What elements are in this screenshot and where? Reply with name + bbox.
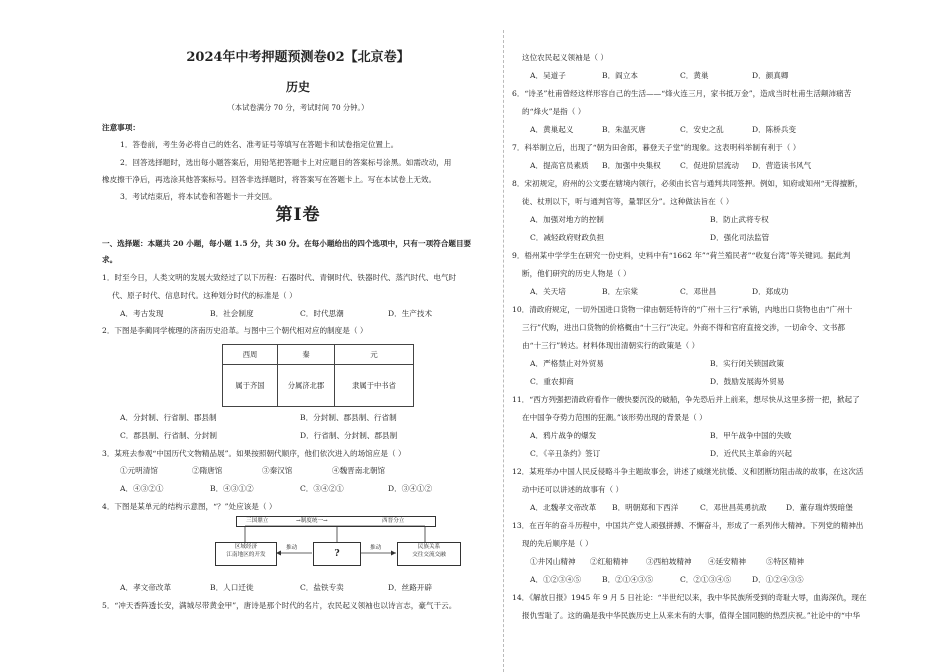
question-11-stem-cont: 在中国争夺势力范围的狂潮。”该形势出现的背景是（ ）	[522, 413, 707, 422]
hall-item: ③秦汉馆	[262, 466, 293, 475]
option-c: C．安史之乱	[680, 125, 724, 134]
option-a: A．①②③④⑤	[530, 575, 582, 584]
option-b: B．④③①②	[210, 484, 254, 493]
question-10-options-row2	[530, 374, 900, 388]
question-10-options-row1	[530, 356, 900, 370]
option-b: B．阎立本	[602, 71, 638, 80]
question-9-options	[530, 284, 900, 298]
option-d: D．生产技术	[388, 309, 433, 318]
question-5-stem-cont: 这位农民起义领袖是（ ）	[522, 53, 608, 62]
option-a: A．④③②①	[120, 484, 164, 493]
question-5-stem: 5．“冲天香阵透长安，满城尽带黄金甲”，唐诗是那个时代的名片，农民起义领袖也以诗言志，豪气干云。	[102, 601, 457, 610]
diagram-top-label: 三国鼎立	[246, 518, 269, 524]
question-4-options	[120, 580, 490, 594]
question-13-stem: 13．在百年的奋斗历程中，中国共产党人顽强拼搏、不懈奋斗，形成了一系列伟大精神。下列党的精神出	[512, 521, 864, 530]
spirit-item: ②红船精神	[590, 557, 628, 566]
diagram-right-box	[397, 542, 461, 566]
option-c: C．邓世昌英勇抗敌	[700, 503, 767, 512]
option-b: B．加强中央集权	[602, 161, 661, 170]
note-item: 橡皮擦干净后，再选涂其他答案标号。回答非选择题时，将答案写在答题卡上。写在本试卷上无效。	[102, 175, 437, 184]
question-6-stem-cont: 的“烽火”是指（ ）	[522, 107, 586, 116]
spirit-item: ①井冈山精神	[530, 557, 576, 566]
question-6-stem: 6．“诗圣”杜甫曾经这样形容自己的生活——“烽火连三月，家书抵万金”，造成当时杜甫生活颠沛痛苦	[512, 89, 852, 98]
option-d: D．董存瑞炸毁暗堡	[786, 503, 853, 512]
option-c: C．减轻政府财政负担	[530, 233, 605, 242]
spirit-item: ⑤特区精神	[766, 557, 804, 566]
question-2-options-row2	[120, 428, 490, 442]
question-4-stem: 4．下图是某单元的结构示意图，“？”处应该是（ ）	[102, 502, 277, 511]
option-b: B．分封制、郡县制、行省制	[300, 413, 397, 422]
option-a: A．黄巢起义	[530, 125, 574, 134]
option-b: B．人口迁徙	[210, 583, 254, 592]
option-d: D．陈桥兵变	[752, 125, 797, 134]
question-13-items	[530, 554, 900, 568]
option-a: A．严格禁止对外贸易	[530, 359, 604, 368]
diagram-left-arrow-label: 推动	[286, 545, 298, 551]
question-2-stem: 2．下图是李蔺同学梳理的济南历史沿革。与图中三个朝代相对应的制度是（ ）	[102, 326, 368, 335]
question-5-options	[530, 68, 900, 82]
option-b: B．甲午战争中国的失败	[710, 431, 792, 440]
note-item: 2．回答选择题时，选出每小题答案后，用铅笔把答题卡上对应题目的答案标号涂黑。如需改动，用	[120, 158, 452, 167]
question-1-stem-cont: 代、原子时代、信息时代。这种划分时代的标准是（ ）	[112, 291, 297, 300]
table-header: 秦	[278, 345, 335, 365]
option-d: D．③④①②	[388, 484, 433, 493]
question-7-stem: 7．科举制立后，出现了“朝为田舍郎，暮登天子堂”的现象。这表明科举制有利于（ ）	[512, 143, 801, 152]
question-8-stem-cont: 徒、杖刑以下，听与通判官等，量罪区分”。这种做法旨在（ ）	[522, 197, 734, 206]
spirit-item: ③西柏坡精神	[646, 557, 692, 566]
hall-item: ①元明清馆	[120, 466, 158, 475]
question-10-stem-cont: 由“十三行”转达。材料体现出清朝实行的政策是（ ）	[522, 341, 700, 350]
question-13-options	[530, 572, 900, 586]
option-a: A．分封制、行省制、郡县制	[120, 413, 217, 422]
diagram-left-text: 区域经济 江南地区的开发	[226, 544, 266, 558]
section-instruction: 一、选择题：本题共 20 小题，每小题 1.5 分，共 30 分。在每小题给出的四个选项中，只有一项符合题目要	[102, 239, 472, 248]
option-d: D．营造读书风气	[752, 161, 812, 170]
option-c: C．促进阶层流动	[680, 161, 739, 170]
diagram-right-text: 民族关系 交往交流交融	[412, 544, 446, 558]
spirit-item: ④延安精神	[708, 557, 746, 566]
subject-title: 历史	[285, 80, 310, 94]
question-1-stem: 1．时至今日，人类文明的发展大致经过了以下历程：石器时代、青铜时代、铁器时代、蒸汽时代、电气时	[102, 273, 457, 282]
hall-item: ②隋唐馆	[192, 466, 223, 475]
option-b: B．左宗棠	[602, 287, 638, 296]
option-b: B．防止武将专权	[710, 215, 769, 224]
option-a: A．孝文帝改革	[120, 583, 172, 592]
table-cell: 分属济北郡	[278, 365, 335, 407]
table-header: 元	[335, 345, 414, 365]
question-8-stem: 8．宋初规定，府州的公文要在辖境内领行，必须由长官与通判共同签押。例如，知府或知州“无得擅断，	[512, 179, 863, 188]
question-11-stem: 11．“西方列强把清政府看作一艘快要沉没的破船，争先恐后并上前来，想尽快从这里多捞一把，掀起了	[512, 395, 860, 404]
option-d: D．①②④③⑤	[752, 575, 804, 584]
option-a: A．加强对地方的控制	[530, 215, 604, 224]
note-item: 3．考试结束后，将本试卷和答题卡一并交回。	[120, 192, 277, 201]
option-b: B．②①④③⑤	[602, 575, 654, 584]
option-c: C．②①③④⑤	[680, 575, 732, 584]
question-6-options	[530, 122, 900, 136]
option-c: C．重农抑商	[530, 377, 574, 386]
history-table	[222, 344, 414, 407]
question-10-stem: 10．清政府规定，一切外国进口货物一律由朝廷特许的“广州十三行”承销，内地出口货物也由“广州十	[512, 305, 853, 314]
question-12-stem: 12．某班举办中国人民反侵略斗争主题故事会，讲述了威继光抗倭、义和团断坊阻击战的故事，在这次活	[512, 467, 864, 476]
diagram-left-box	[215, 542, 277, 566]
question-13-stem-cont: 现的先后顺序是（ ）	[522, 539, 593, 548]
option-d: D．丝路开辟	[388, 583, 433, 592]
option-c: C．《辛丑条约》签订	[530, 449, 601, 458]
option-c: C．郡县制、行省制、分封制	[120, 431, 217, 440]
question-3-stem: 3．某班去参观“中国历代文物精品展”。如果按照朝代顺序，他们依次进入的场馆应是（ ）	[102, 449, 406, 458]
option-b: B．社会制度	[210, 309, 254, 318]
question-3-items	[120, 463, 490, 477]
question-12-stem-cont: 动中还可以讲述的故事有（ ）	[522, 485, 624, 494]
table-header: 西周	[223, 345, 278, 365]
option-d: D．鼓励发展海外贸易	[710, 377, 785, 386]
option-c: C．盐铁专卖	[300, 583, 344, 592]
question-9-stem: 9．梧州某中学学生在研究一份史料，史料中有“1662 年”“荷兰殖民者”“收复台湾”等关键词。据此判	[512, 251, 851, 260]
question-11-options-row2	[530, 446, 900, 460]
option-d: D．行省制、分封制、郡县制	[300, 431, 398, 440]
exam-title: 2024年中考押题预测卷02【北京卷】	[186, 50, 410, 65]
table-cell: 隶属于中书省	[335, 365, 414, 407]
option-a: A．提高官员素质	[530, 161, 589, 170]
option-c: C．黄巢	[680, 71, 709, 80]
option-b: B．明朝郑和下西洋	[612, 503, 679, 512]
question-12-options	[530, 500, 900, 514]
question-10-stem-cont: 三行”代购，进出口货物的价格概由“十三行”决定。外商不得和官府直接交涉，一切命令、文书都	[522, 323, 845, 332]
score-note: （本试卷满分 70 分，考试时间 70 分钟。）	[227, 103, 369, 112]
hall-item: ④魏晋南北朝馆	[332, 466, 386, 475]
question-8-options-row2	[530, 230, 900, 244]
option-c: C．邓世昌	[680, 287, 717, 296]
option-a: A．关天培	[530, 287, 566, 296]
option-a: A．吴道子	[530, 71, 566, 80]
option-d: D．近代民主革命的兴起	[710, 449, 793, 458]
note-item: 1．答卷前，考生务必将自己的姓名、准考证号等填写在答题卡和试卷指定位置上。	[120, 140, 399, 149]
option-d: D．颜真卿	[752, 71, 789, 80]
option-b: B．朱温灭唐	[602, 125, 646, 134]
option-d: D．强化司法监管	[710, 233, 770, 242]
diagram-center-box	[313, 542, 361, 566]
question-9-stem-cont: 断，他们研究的历史人物是（ ）	[522, 269, 631, 278]
diagram-center-text: ?	[334, 549, 340, 559]
volume-title: 第Ⅰ卷	[275, 205, 321, 225]
option-b: B．实行闭关锁国政策	[710, 359, 784, 368]
question-1-options	[120, 306, 490, 320]
question-14-stem-cont: 报仇雪耻了。这的确是我中华民族历史上从来未有的大事，值得全国同胞的热烈庆祝。”社论中的“中华	[522, 611, 861, 620]
option-c: C．③④②①	[300, 484, 344, 493]
column-divider	[503, 30, 504, 672]
notes-heading: 注意事项：	[102, 123, 140, 132]
question-3-options	[120, 481, 490, 495]
unit-structure-diagram	[212, 516, 467, 568]
option-a: A．考古发现	[120, 309, 164, 318]
option-a: A．北魏孝文帝改革	[530, 503, 597, 512]
option-c: C．时代思潮	[300, 309, 344, 318]
diagram-top-end-label: 西晋分立	[382, 518, 405, 524]
section-instruction-cont: 求。	[102, 255, 118, 264]
diagram-right-arrow-label: 推动	[370, 545, 382, 551]
option-d: D．郑成功	[752, 287, 789, 296]
question-7-options	[530, 158, 900, 172]
table-cell: 属于齐国	[223, 365, 278, 407]
option-a: A．鸦片战争的爆发	[530, 431, 597, 440]
diagram-arrow-label: →制度统一→	[296, 518, 328, 524]
question-2-options-row1	[120, 410, 490, 424]
question-8-options-row1	[530, 212, 900, 226]
question-14-stem: 14．《解放日报》1945 年 9 月 5 日社论：“半世纪以来，我中华民族所受到的奇耻大辱，血海深仇，现在	[512, 593, 867, 602]
question-11-options-row1	[530, 428, 900, 442]
